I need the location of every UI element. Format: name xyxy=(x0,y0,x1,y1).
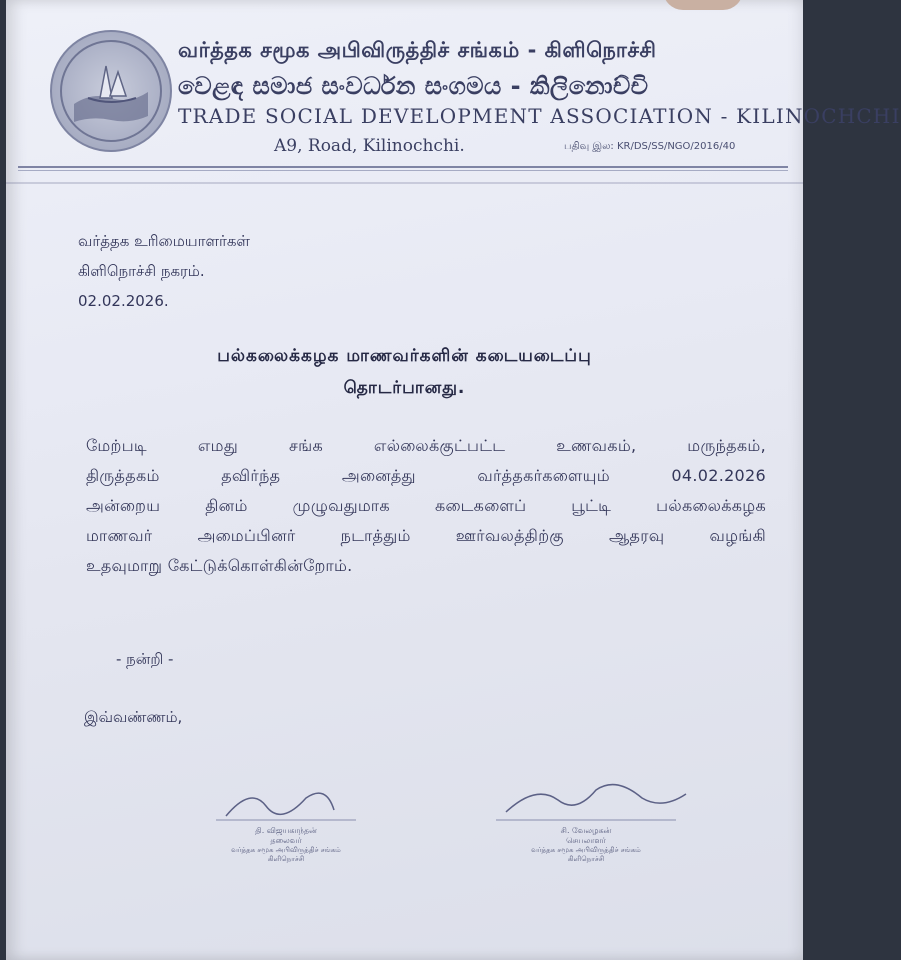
letterhead-tamil-name: வர்த்தக சமூக அபிவிருத்திச் சங்கம் - கிளிநொச்சி xyxy=(178,38,657,62)
letterhead-address: A9, Road, Kilinochchi. xyxy=(274,136,465,156)
letterhead-divider-thin xyxy=(18,170,788,171)
signature-block-right xyxy=(466,770,706,864)
registration-number: பதிவு இல: KR/DS/SS/NGO/2016/40 xyxy=(564,141,736,152)
left-signatory-org: வர்த்தக சமூக அபிவிருத்திச் சங்கம் xyxy=(231,846,341,854)
finger-tip xyxy=(663,0,743,10)
recipient-line-1: வர்த்தக உரிமையாளர்கள் xyxy=(78,232,250,250)
letterhead-english-name: TRADE SOCIAL DEVELOPMENT ASSOCIATION - KILINOCHCHI xyxy=(178,104,901,128)
body-line-5: உதவுமாறு கேட்டுக்கொள்கின்றோம். xyxy=(86,556,353,575)
right-signatory-place: கிளிநொச்சி xyxy=(567,855,605,863)
left-signatory-name: தி. விஜயகாந்தன் xyxy=(255,826,317,835)
subject-line-1: பல்கலைக்கழக மாணவர்களின் கடையடைப்பு xyxy=(217,346,592,366)
signature-block-left xyxy=(156,776,416,864)
letter-paper xyxy=(6,0,901,960)
letter-date: 02.02.2026. xyxy=(78,292,169,310)
right-signatory-org: வர்த்தக சமூக அபிவிருத்திச் சங்கம் xyxy=(531,846,641,854)
left-signatory-place: கிளிநொச்சி xyxy=(267,855,305,863)
letterhead-sinhala-name: වෙළඳ සමාජ සංවර්ධන සංගමය - කිලිනොච්චි xyxy=(178,72,649,100)
closing-salutation: இவ்வண்ணம், xyxy=(84,708,183,726)
recipient-line-2: கிளிநொச்சி நகரம். xyxy=(78,262,205,280)
association-seal-logo xyxy=(50,30,172,152)
body-line-1: மேற்படி எமது சங்க எல்லைக்குட்பட்ட உணவகம், மருந்தகம், xyxy=(86,436,766,455)
body-line-3: அன்றைய தினம் முழுவதுமாக கடைகளைப் பூட்டி பல்கலைக்கழக xyxy=(86,496,766,515)
subject-line-2: தொடர்பானது. xyxy=(343,378,466,398)
paper-fold-line xyxy=(6,182,803,184)
left-handwritten-signature xyxy=(156,776,416,826)
body-line-4: மாணவர் அமைப்பினர் நடாத்தும் ஊர்வலத்திற்கு ஆதரவு வழங்கி xyxy=(86,526,766,545)
left-signatory-title: தலைவர் xyxy=(270,836,302,845)
seal-emblem-icon xyxy=(52,32,170,150)
body-line-2: திருத்தகம் தவிர்ந்த அனைத்து வர்த்தகர்களையும் 04.02.2026 xyxy=(86,466,766,485)
right-signatory-title: செயலாளர் xyxy=(566,836,606,845)
thanks-line: - நன்றி - xyxy=(116,650,174,668)
right-handwritten-signature xyxy=(466,770,706,826)
letterhead-divider xyxy=(18,166,788,168)
right-signatory-name: சி. வேலழகன் xyxy=(560,826,612,835)
